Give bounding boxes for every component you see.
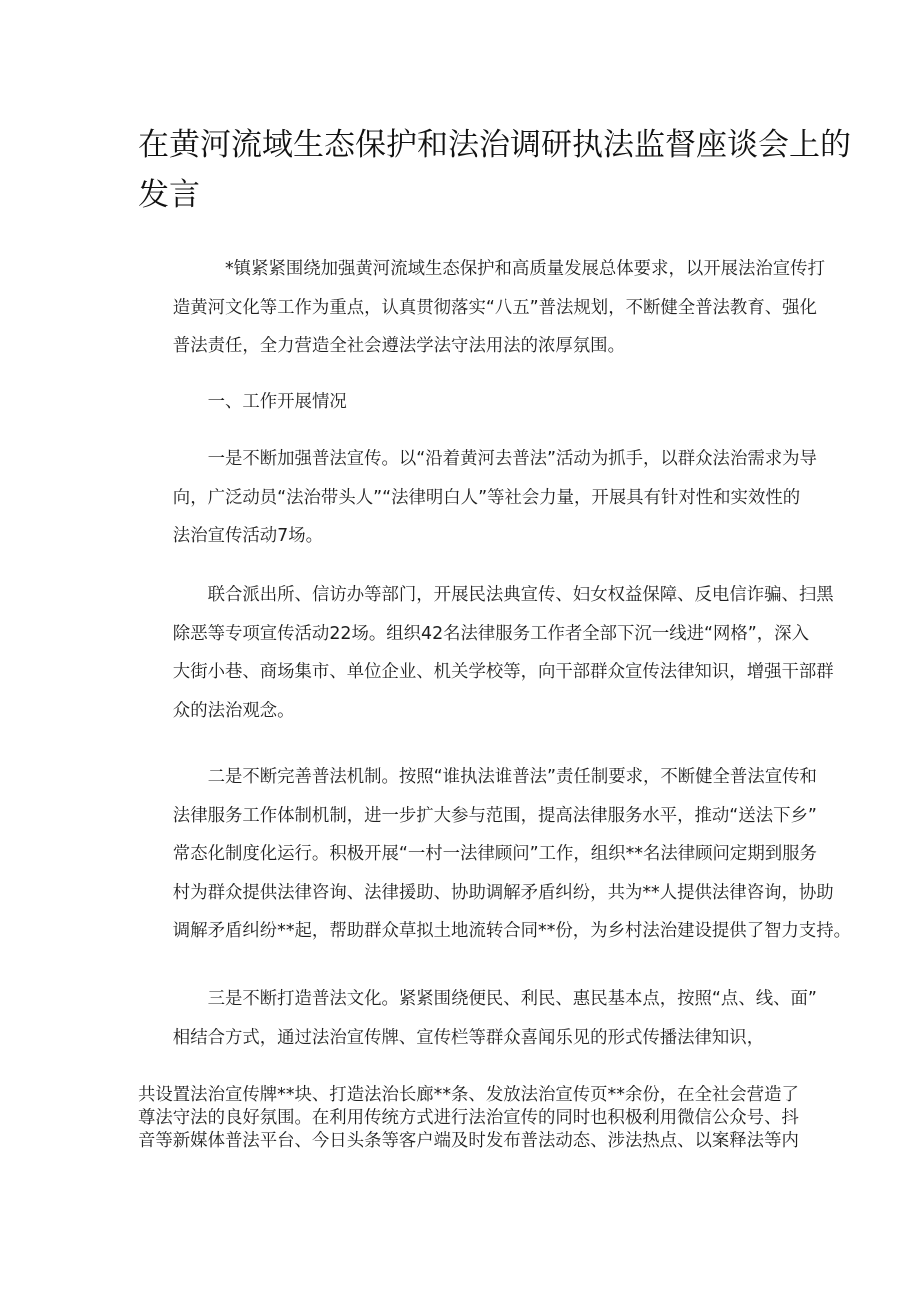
paragraph-2 bbox=[138, 576, 834, 730]
paragraph-line: 普法责任，全力营造全社会遵法学法守法用法的浓厚氛围。 bbox=[172, 336, 625, 356]
paragraph-line: 调解矛盾纠纷**起，帮助群众草拟土地流转合同**份，为乡村法治建设提供了智力支持。 bbox=[172, 921, 852, 941]
paragraph-3 bbox=[138, 758, 852, 951]
section-heading-text: 一、工作开展情况 bbox=[207, 392, 347, 412]
title-line: 在黄河流域生态保护和法治调研执法监督座谈会上的 bbox=[138, 127, 851, 163]
paragraph-line: 三是不断打造普法文化。紧紧围绕便民、利民、惠民基本点，按照“点、线、面” bbox=[207, 989, 817, 1009]
paragraph-line: 法律服务工作体制机制，进一步扩大参与范围，提高法律服务水平，推动“送法下乡” bbox=[172, 805, 817, 826]
paragraph-line: 相结合方式，通过法治宣传牌、宣传栏等群众喜闻乐见的形式传播法律知识， bbox=[172, 1027, 765, 1048]
intro-paragraph bbox=[138, 250, 825, 366]
paragraph-line: *镇紧紧围绕加强黄河流域生态保护和高质量发展总体要求，以开展法治宣传打 bbox=[224, 259, 825, 279]
paragraph-line: 一是不断加强普法宣传。以“沿着黄河去普法”活动为抓手，以群众法治需求为导 bbox=[207, 449, 817, 469]
paragraph-line: 共设置法治宣传牌**块、打造法治长廊**条、发放法治宣传页**余份，在全社会营造了 bbox=[138, 1085, 799, 1105]
paragraph-line: 造黄河文化等工作为重点，认真贯彻落实“八五”普法规划，不断健全普法教育、强化 bbox=[172, 297, 817, 318]
paragraph-line: 向，广泛动员“法治带头人”“法律明白人”等社会力量，开展具有针对性和实效性的 bbox=[172, 487, 801, 508]
paragraph-line: 联合派出所、信访办等部门，开展民法典宣传、妇女权益保障、反电信诈骗、扫黑 bbox=[207, 585, 834, 605]
paragraph-line: 尊法守法的良好氛围。在利用传统方式进行法治宣传的同时也积极利用微信公众号、抖 bbox=[138, 1108, 799, 1128]
document-title bbox=[138, 120, 851, 220]
paragraph-4 bbox=[138, 980, 817, 1057]
paragraph-line: 二是不断完善普法机制。按照“谁执法谁普法”责任制要求，不断健全普法宣传和 bbox=[207, 767, 817, 787]
paragraph-line: 法治宣传活动7场。 bbox=[172, 526, 323, 546]
paragraph-line: 音等新媒体普法平台、今日头条等客户端及时发布普法动态、涉法热点、以案释法等内 bbox=[138, 1131, 799, 1151]
paragraph-line: 村为群众提供法律咨询、法律援助、协助调解矛盾纠纷，共为**人提供法律咨询，协助 bbox=[172, 882, 834, 903]
section-heading bbox=[138, 383, 798, 422]
paragraph-line: 常态化制度化运行。积极开展“一村一法律顾问”工作，组织**名法律顾问定期到服务 bbox=[172, 844, 817, 864]
paragraph-5 bbox=[138, 1084, 798, 1153]
paragraph-line: 众的法治观念。 bbox=[172, 700, 295, 721]
title-line: 发言 bbox=[138, 177, 200, 213]
paragraph-line: 除恶等专项宣传活动22场。组织42名法律服务工作者全部下沉一线进“网格”，深入 bbox=[172, 623, 809, 644]
paragraph-line: 大街小巷、商场集市、单位企业、机关学校等，向干部群众宣传法律知识，增强干部群 bbox=[172, 662, 834, 682]
paragraph-1 bbox=[138, 440, 817, 556]
